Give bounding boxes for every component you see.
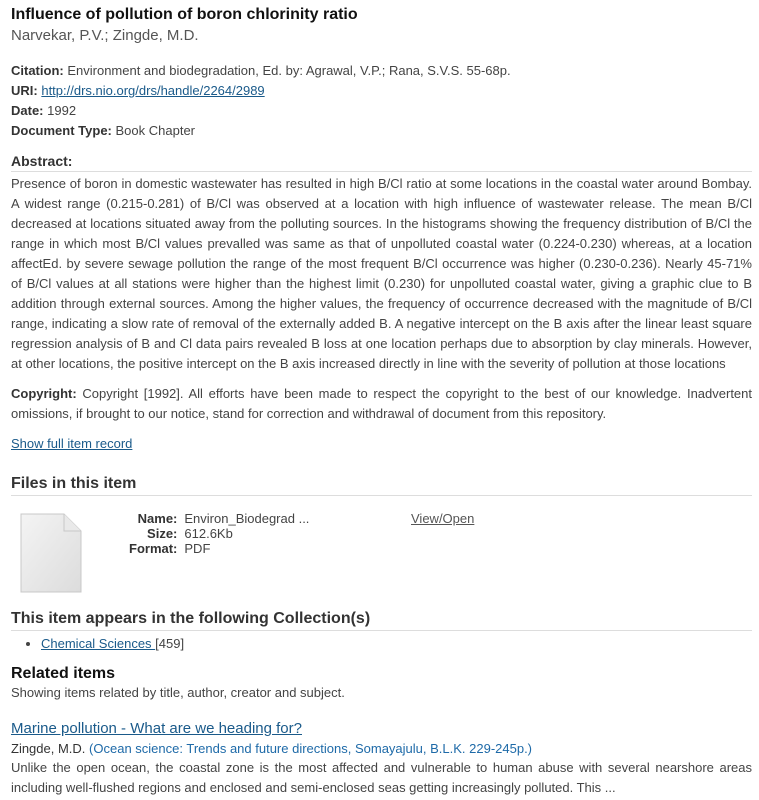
uri-label: URI: [11,83,38,98]
uri-link[interactable]: http://drs.nio.org/drs/handle/2264/2989 [41,83,265,98]
date-label: Date: [11,103,44,118]
abstract-text: Presence of boron in domestic wastewater has resulted in high B/Cl ratio at some locations in the coastal water around Bombay. A widest range (0.215-0.281) of B/Cl was observed at a location with high influence of wastewater release. The mean B/Cl decreased at locations situated away from the polluting sources. In the histograms showing the frequency distribution of B/Cl the range in which most B/Cl values prevalled was same as that of unpolluted coastal water (0.224-0.230) whereas, at a location affectEd. by severe sewage pollution the range of the most frequent B/Cl occurrence was higher (0.230-0.236). Nearly 45-71% of B/Cl values at all stations were higher than the highest limit (0.230) for unpolluted coastal water, giving a graphic clue to B addition through external sources. Among the higher values, the frequency of occurrence decreased with the magnitude of B/Cl range, indicating a slow rate of removal of the externally added B. A negative intercept on the B axis after the linear least square regression analysis of B and Cl data pairs revealed B loss at one location perhaps due to absorption by clay minerals. However, at other locations, the positive intercept on the B axis increased directly in line with the severity of pollution at those locations [11,176,752,371]
related-item-author: Zingde, M.D. [11,741,86,756]
collections-heading: This item appears in the following Collection(s) [11,609,752,631]
citation-value: Environment and biodegradation, Ed. by: Agrawal, V.P.; Rana, S.V.S. 55-68p. [67,63,511,78]
file-size-label: Size: [147,526,178,541]
related-item-publication: (Ocean science: Trends and future directions, Somayajulu, B.L.K. 229-245p.) [89,741,533,756]
doctype-label: Document Type: [11,123,112,138]
file-name-label: Name: [137,511,178,526]
view-open-link[interactable]: View/Open [411,511,475,526]
doctype-value: Book Chapter [115,123,196,138]
copyright-block [11,384,752,424]
file-thumbnail-graphic [20,513,82,593]
related-item-abstract: Unlike the open ocean, the coastal zone is the most affected and vulnerable to human abuse with several nearshore areas including well-flushed regions and enclosed and semi-enclosed seas getting increasingly polluted. This ... [11,760,752,795]
file-name-value: Environ_Biodegrad ... [184,511,310,526]
uri-row [11,81,752,101]
related-items-subheading: Showing items related by title, author, creator and subject. [11,685,345,700]
citation-label: Citation: [11,63,64,78]
related-item-title [11,719,752,739]
related-item-meta [11,739,752,758]
date-value: 1992 [47,103,77,118]
date-row [11,101,752,121]
file-format-value: PDF [184,541,211,556]
item-title: Influence of pollution of boron chlorinity ratio [11,6,358,23]
file-format-label: Format: [129,541,178,556]
related-item-link[interactable]: Marine pollution - What are we heading for? [11,720,302,737]
show-full-record-link[interactable]: Show full item record [11,436,133,451]
file-properties [129,511,309,556]
collection-count: [459] [155,636,185,651]
file-icon[interactable] [20,513,82,593]
file-row [11,499,752,599]
collection-link-chemical-sciences[interactable]: Chemical Sciences [41,636,156,651]
item-metadata [11,61,752,141]
files-heading: Files in this item [11,474,752,496]
copyright-label: Copyright: [11,386,77,401]
collections-list [11,634,752,654]
item-authors: Narvekar, P.V.; Zingde, M.D. [11,27,199,44]
file-size-value: 612.6Kb [184,526,233,541]
doctype-row [11,121,752,141]
copyright-text: Copyright [1992]. All efforts have been made to respect the copyright to the best of our knowledge. Inadvertent omissions, if brought to our notice, stand for correction and withdrawal of document from this repository. [11,386,752,421]
list-item [41,634,752,654]
citation-row [11,61,752,81]
related-items-heading: Related items [11,665,116,682]
abstract-heading: Abstract: [11,151,752,172]
